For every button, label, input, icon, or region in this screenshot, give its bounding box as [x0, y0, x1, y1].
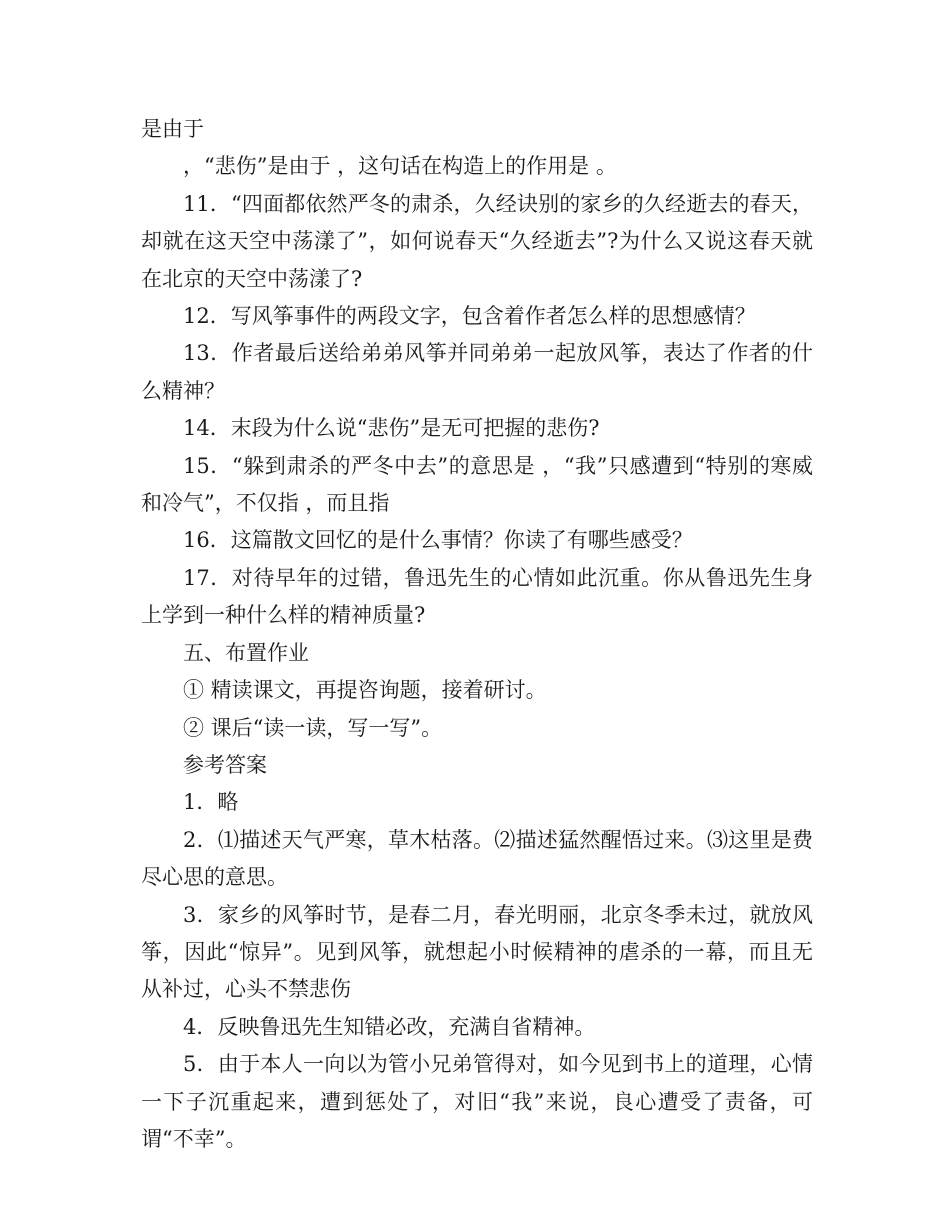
homework-item-2: ② 课后“读一读，写一写”。	[183, 715, 443, 740]
paragraph: ，“悲伤”是由于 ，这句话在构造上的作用是 。	[183, 154, 617, 179]
question-14: 14．末段为什么说“悲伤”是无可把握的悲伤?	[183, 416, 600, 441]
section-heading-answers: 参考答案	[183, 752, 267, 777]
question-15: 15．“躲到肃杀的严冬中去”的意思是 ，“我”只感遭到“特别的寒威和冷气”，不仅指 ，而且指	[141, 453, 813, 516]
document-body	[141, 111, 813, 1158]
answer-2: 2．⑴描述天气严寒，草木枯落。⑵描述猛然醒悟过来。⑶这里是费尽心思的意思。	[141, 827, 813, 890]
question-12: 12．写风筝事件的两段文字，包含着作者怎么样的思想感情？	[183, 304, 756, 329]
question-16: 16．这篇散文回忆的是什么事情？你读了有哪些感受？	[183, 528, 693, 553]
paragraph: 是由于	[141, 117, 204, 141]
answer-3: 3．家乡的风筝时节，是春二月，春光明丽，北京冬季未过，就放风筝，因此“惊异”。见到风筝，就想起小时候精神的虐杀的一幕，而且无从补过，心头不禁悲伤	[141, 902, 813, 1002]
answer-4: 4．反映鲁迅先生知错必改，充满自省精神。	[183, 1014, 596, 1039]
section-heading-homework: 五、布置作业	[183, 640, 309, 665]
question-17: 17．对待早年的过错，鲁迅先生的心情如此沉重。你从鲁迅先生身上学到一种什么样的精神质量?	[141, 565, 813, 628]
question-13: 13．作者最后送给弟弟风筝并同弟弟一起放风筝，表达了作者的什么精神？	[141, 341, 813, 403]
homework-item-1: ① 精读课文，再提咨询题，接着研讨。	[183, 678, 547, 703]
answer-1: 1．略	[183, 790, 239, 815]
question-11: 11．“四面都依然严冬的肃杀，久经诀别的家乡的久经逝去的春天，却就在这天空中荡漾了”，如何说春天“久经逝去”?为什么又说这春天就在北京的天空中荡漾了?	[141, 191, 813, 291]
answer-5: 5．由于本人一向以为管小兄弟管得对，如今见到书上的道理，心情一下子沉重起来，遭到惩处了，对旧“我”来说，良心遭受了责备，可谓“不幸”。	[141, 1052, 813, 1151]
